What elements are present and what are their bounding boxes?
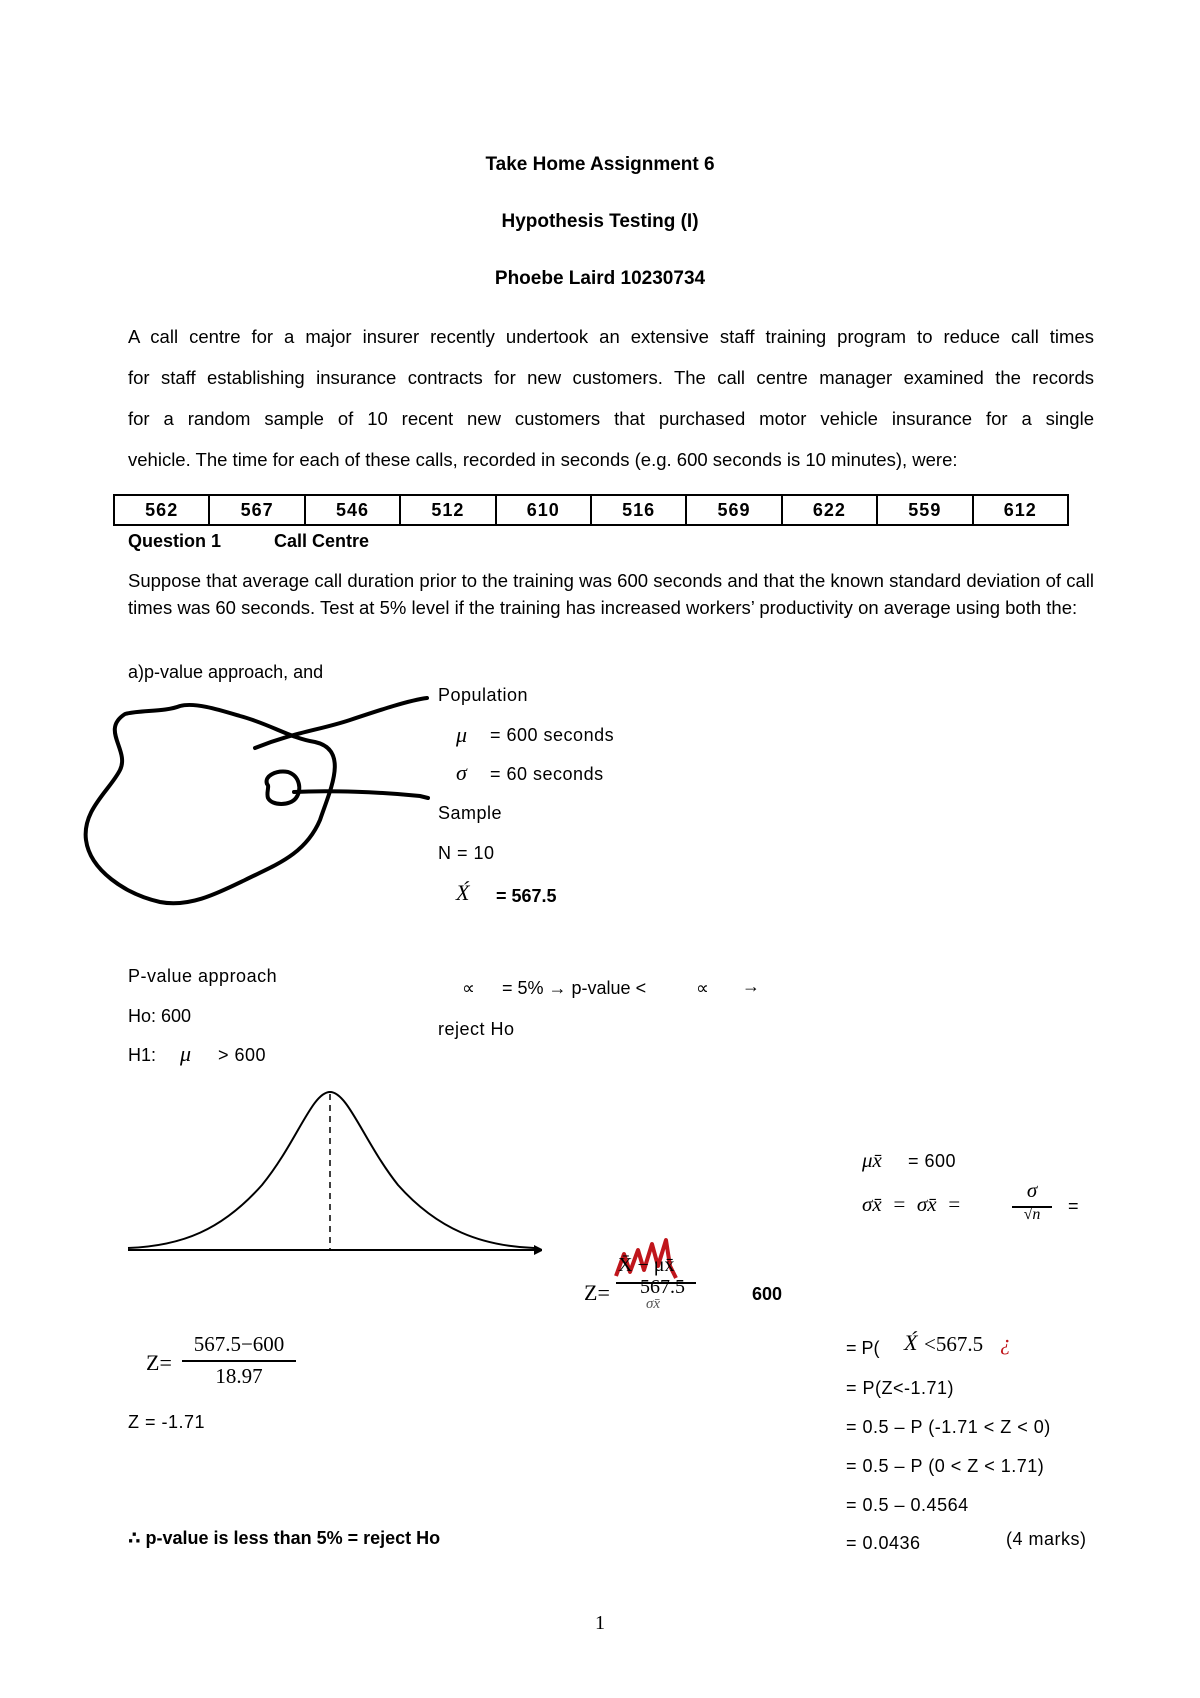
prob-line-1-mark: ¿ — [1000, 1330, 1011, 1355]
z-calc-left: Z= — [146, 1350, 172, 1375]
table-row — [114, 495, 1068, 525]
table-cell: 516 — [591, 495, 686, 525]
question-text: Suppose that average call duration prior to the training was 600 seconds and that the known standard deviation of call times was 60 seconds. Test at 5% level if the training has increased workers’ productivity on average using both the: — [128, 570, 1094, 618]
alpha-symbol-2: ∝ — [696, 978, 709, 998]
z-general-sub: 567.5 — [640, 1276, 685, 1298]
null-hypothesis: Ho: 600 — [128, 1006, 192, 1026]
prob-line-2: = P(Z<-1.71) — [846, 1378, 955, 1398]
z-general-denominator: σx̄ — [646, 1296, 661, 1312]
population-label: Population — [438, 685, 529, 705]
call-times-table — [113, 494, 1069, 526]
sigma-equals-end: = — [1068, 1196, 1079, 1216]
document-title: Take Home Assignment 6 — [485, 154, 715, 175]
mu-xbar-value: = 600 — [908, 1151, 957, 1171]
z-calc-denominator: 18.97 — [215, 1364, 263, 1388]
sigma-xbar-line: σx̄ = σx̄ = — [862, 1192, 962, 1216]
normal-curve — [122, 1080, 542, 1260]
z-calc-bar — [182, 1360, 296, 1362]
alpha-text: = 5% → p-value < — [502, 978, 647, 998]
prob-line-1-x: X́ — [904, 1330, 918, 1355]
question-topic: Call Centre — [274, 531, 370, 551]
mu-value: = 600 seconds — [490, 725, 615, 745]
table-cell: 569 — [686, 495, 781, 525]
table-cell: 622 — [782, 495, 877, 525]
intro-line-4: vehicle. The time for each of these calls, recorded in seconds (e.g. 600 seconds is 10 minutes), were: — [128, 449, 958, 470]
z-general-left: Z= — [584, 1280, 610, 1305]
author-line: Phoebe Laird 10230734 — [494, 268, 706, 289]
z-calc-numerator: 567.5−600 — [193, 1332, 285, 1356]
sample-label: Sample — [438, 803, 503, 823]
question-part-a: a)p-value approach, and — [128, 662, 324, 682]
prob-line-1-value: <567.5 — [924, 1332, 984, 1356]
table-cell: 562 — [114, 495, 209, 525]
z-result: Z = -1.71 — [128, 1412, 206, 1432]
reject-text: reject Ho — [438, 1019, 515, 1039]
table-cell: 567 — [209, 495, 304, 525]
sample-size: N = 10 — [438, 843, 495, 863]
table-cell: 612 — [973, 495, 1068, 525]
conclusion: ∴ p-value is less than 5% = reject Ho — [128, 1528, 441, 1548]
prob-line-6: = 0.0436 — [846, 1533, 921, 1553]
sigma-symbol: σ — [456, 760, 467, 785]
prob-line-4: = 0.5 – P (0 < Z < 1.71) — [846, 1456, 1045, 1476]
marks-label: (4 marks) — [1006, 1529, 1087, 1549]
alt-hypothesis-suffix: > 600 — [218, 1045, 267, 1065]
page-number: 1 — [595, 1612, 605, 1634]
intro-line-2: for staff establishing insurance contracts for new customers. The call centre manager examined the records — [128, 367, 1094, 388]
population-sample-sketch — [80, 680, 440, 920]
alt-hypothesis-mu: μ — [180, 1041, 192, 1066]
intro-line-3: for a random sample of 10 recent new customers that purchased motor vehicle insurance for a single — [128, 408, 1094, 429]
sqrt-n: √n — [1023, 1206, 1041, 1223]
document-subtitle: Hypothesis Testing (I) — [501, 211, 699, 232]
question-number: Question 1 — [128, 531, 222, 551]
z-general-numerator: X̄ − μx̄ — [618, 1254, 675, 1276]
prob-line-3: = 0.5 – P (-1.71 < Z < 0) — [846, 1417, 1051, 1437]
table-cell: 546 — [305, 495, 400, 525]
alt-hypothesis-prefix: H1: — [128, 1045, 157, 1065]
mu-symbol: μ — [456, 722, 468, 747]
arrow-icon: → — [742, 976, 760, 996]
mu-xbar-symbol: μx̄ — [862, 1148, 882, 1172]
xbar-value: = 567.5 — [496, 886, 557, 906]
sigma-numerator: σ — [1026, 1178, 1038, 1202]
prob-line-5: = 0.5 – 0.4564 — [846, 1495, 969, 1515]
sigma-value: = 60 seconds — [490, 764, 604, 784]
table-cell: 610 — [496, 495, 591, 525]
table-cell: 512 — [400, 495, 495, 525]
prob-line-1-prefix: = P( — [846, 1338, 880, 1358]
table-cell: 559 — [877, 495, 972, 525]
pvalue-heading: P-value approach — [128, 966, 278, 986]
value-600: 600 — [752, 1284, 783, 1304]
intro-line-1: A call centre for a major insurer recently undertook an extensive staff training program to reduce call times — [128, 326, 1094, 347]
xbar-symbol: X́ — [456, 880, 470, 905]
alpha-symbol: ∝ — [462, 978, 475, 998]
